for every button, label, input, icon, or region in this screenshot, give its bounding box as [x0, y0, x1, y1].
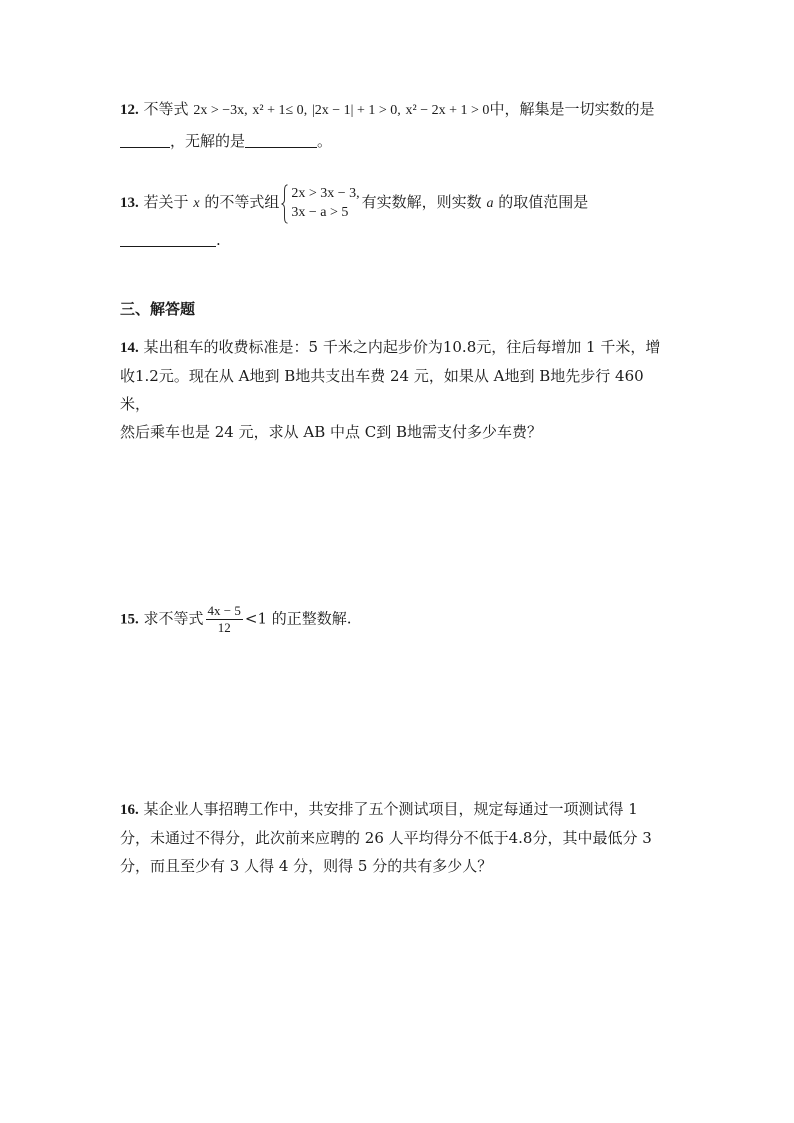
question-16 — [120, 795, 675, 880]
question-text: 。 — [317, 132, 333, 150]
question-number: 15. — [120, 611, 139, 628]
question-line: 某出租车的收费标准是：5 千米之内起步价为10.8元，往后每增加 1 千米，增 — [143, 338, 661, 356]
answer-blank — [245, 129, 317, 148]
question-13-answer — [120, 225, 675, 255]
question-text: 的不等式组 — [204, 193, 280, 211]
question-line: 收1.2元。现在从 A地到 B地共支出车费 24 元，如果从 A地到 B地先步行 460 米， — [120, 367, 644, 413]
question-line: 然后乘车也是 24 元，求从 AB 中点 C到 B地需支付多少车费？ — [120, 423, 543, 441]
question-number: 12. — [120, 102, 139, 118]
question-line: 某企业人事招聘工作中，共安排了五个测试项目，规定每通过一项测试得 1 — [143, 800, 638, 818]
question-15 — [120, 603, 675, 636]
question-14 — [120, 333, 675, 446]
question-text: ，无解的是 — [170, 132, 246, 150]
question-text: 有实数解，则实数 — [361, 193, 482, 211]
question-13 — [120, 180, 675, 226]
question-text: 若关于 — [143, 193, 189, 211]
system-row-1: 2x > 3x − 3, — [291, 186, 360, 201]
inequality-4: x² − 2x + 1 > 0 — [405, 103, 490, 118]
question-number: 16. — [120, 802, 139, 818]
fraction-numerator: 4x − 5 — [207, 603, 241, 618]
question-line: 分，未通过不得分，此次前来应聘的 26 人平均得分不低于4.8分，其中最低分 3 — [120, 829, 652, 847]
question-line: 分，而且至少有 3 人得 4 分，则得 5 分的共有多少人？ — [120, 857, 493, 875]
inequality-2: x² + 1≤ 0 — [252, 103, 304, 118]
question-text: <1 的正整数解. — [244, 609, 352, 628]
system-row-2: 3x − a > 5 — [291, 205, 349, 220]
answer-blank — [120, 129, 170, 148]
question-text: 不等式 — [143, 100, 189, 118]
answer-blank — [120, 228, 216, 247]
brace-icon — [281, 184, 288, 224]
section-title: 三、解答题 — [120, 300, 196, 318]
question-text: 求不等式 — [143, 609, 204, 628]
question-number: 14. — [120, 340, 139, 356]
question-12: 12. 不等式 2x > −3x, x² + 1≤ 0, |2x − 1| + 1 > 0, x² − 2x + 1 > 0中，解集是一切实数的是 ，无解的是 。 — [120, 100, 655, 150]
inequality-3: |2x − 1| + 1 > 0 — [311, 103, 398, 118]
variable-a: a — [486, 196, 494, 211]
inequality-1: 2x > −3x — [193, 103, 245, 118]
question-number: 13. — [120, 195, 139, 211]
inequality-system — [281, 184, 359, 222]
variable-x: x — [193, 196, 200, 211]
fraction — [206, 603, 243, 636]
question-text: 的取值范围是 — [498, 193, 589, 211]
question-text: 中，解集是一切实数的是 — [489, 100, 655, 118]
fraction-denominator: 12 — [217, 620, 231, 635]
period: . — [216, 231, 221, 249]
